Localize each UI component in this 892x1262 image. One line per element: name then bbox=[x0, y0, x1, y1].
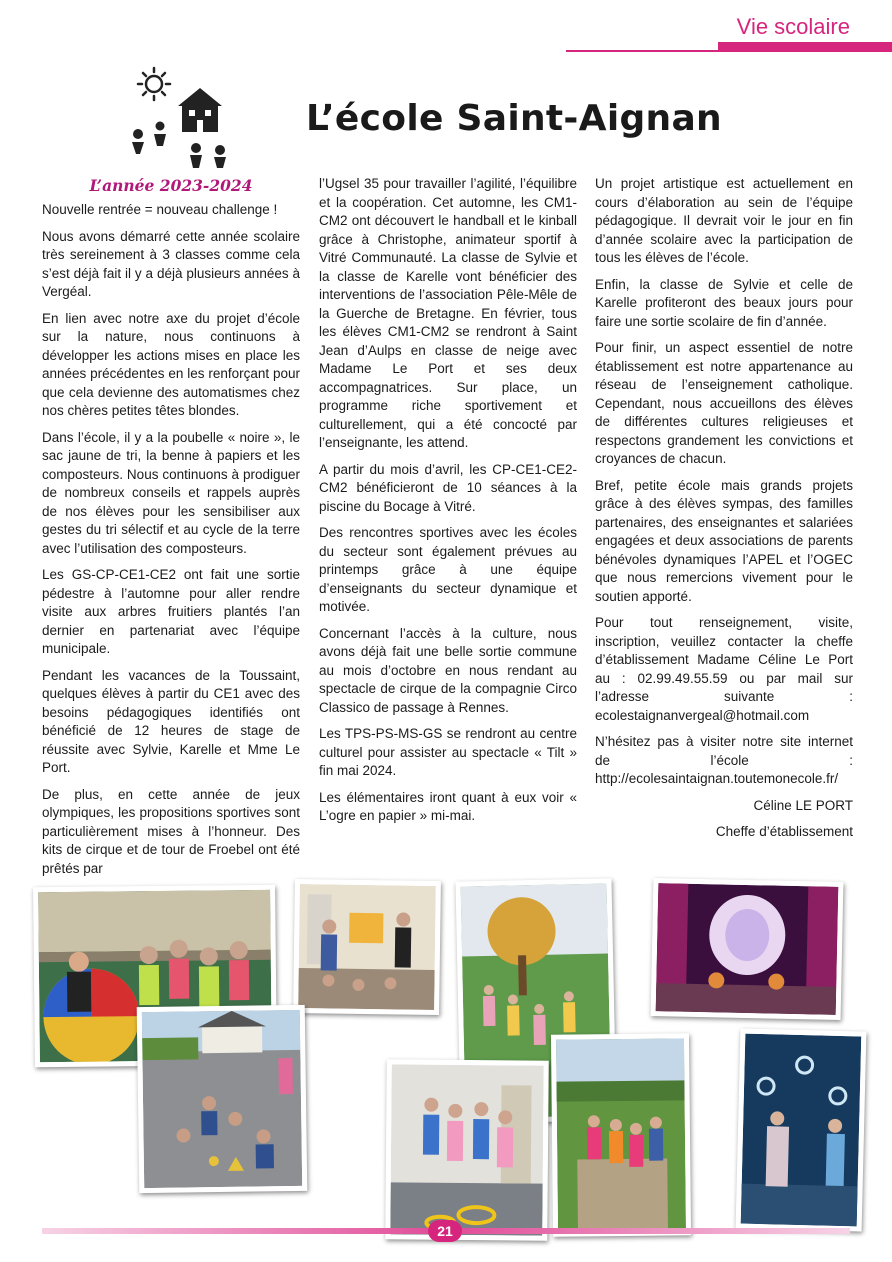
paragraph: Des rencontres sportives avec les écoles du secteur sont également prévues au printemps grâce à une équipe d’enseignants du secteur dynamique et motivée. bbox=[319, 525, 577, 614]
hall-hoops-photo bbox=[385, 1059, 549, 1240]
article-column-1 bbox=[42, 201, 300, 886]
paragraph: Dans l’école, il y a la poubelle « noire », le sac jaune de tri, la benne à papiers et les composteurs. Nous continuons à prodiguer de nombreux conseils et rappels auprès de nos élèves pour les sensibiliser aux gestes du tri sélectif et au cycle de la terre avec l’utilisation des composteurs. bbox=[42, 429, 300, 556]
paragraph: l’Ugsel 35 pour travailler l’agilité, l’équilibre et la coopération. Cet automne, les CM1-CM2 ont découvert le handball et le kinball grâce à Christophe, animateur sportif à Vitré Communauté. La classe de Sylvie et la classe de Karelle vont bénéficier des interventions de l’association Pêle-Mêle de la Guerche de Bretagne. En février, tous les élèves CM1-CM2 se rendront à Saint Jean d’Aulps en classe de neige avec Madame Le Port et ses deux accompagnatrices. Sur place, un programme riche sportivement et culturellement, qui a été concocté par l’enseignante, les attend. bbox=[319, 176, 577, 450]
paragraph: Les TPS-PS-MS-GS se rendront au centre culturel pour assister au spectacle « Tilt » fin mai 2024. bbox=[319, 726, 577, 778]
section-rule bbox=[566, 50, 892, 52]
paragraph: Nous avons démarré cette année scolaire très sereinement à 3 classes comme cela s’est déjà fait il y a déjà plusieurs années à Vergéal. bbox=[42, 228, 300, 299]
paragraph: Pour finir, un aspect essentiel de notre établissement est notre appartenance au réseau de l’enseignement catholique. Cependant, nous accueillons des élèves de différentes cultures religieuses et respectons grandement les convictions et croyances de chacun. bbox=[595, 340, 853, 466]
theatre-stage-photo bbox=[651, 878, 844, 1020]
classroom-show-photo bbox=[293, 879, 441, 1015]
circus-performer-photo bbox=[736, 1028, 867, 1231]
playground-circus-kit-photo bbox=[137, 1005, 308, 1193]
year-heading: L’année 2023-2024 bbox=[89, 176, 253, 195]
paragraph: De plus, en cette année de jeux olympiques, les propositions sportives sont particulièrement mises à l’honneur. Des kits de cirque et de tour de Froebel ont été prêtés par bbox=[42, 786, 300, 876]
nature-walk-photo bbox=[551, 1033, 691, 1236]
article-column-3 bbox=[595, 175, 853, 850]
section-accent-box bbox=[718, 42, 892, 50]
paragraph: Pour tout renseignement, visite, inscription, veuillez contacter la cheffe d’établissement Madame Céline Le Port au : 02.99.49.55.59 ou par mail sur l’adresse suivante : ecolestaignanvergeal@hotmail.com bbox=[595, 615, 853, 723]
paragraph: Bref, petite école mais grands projets grâce à des élèves sympas, des familles partenaires, des enseignantes et salariées engagées et deux associations de parents bénévoles dynamiques l’APEL et l’OGEC que nous remercions vivement pour le soutien apporté. bbox=[595, 477, 853, 604]
paragraph: Concernant l’accès à la culture, nous avons déjà fait une belle sortie commune au mois d’octobre en nous rendant au spectacle de cirque de la compagnie Circo Classico de passage à Rennes. bbox=[319, 625, 577, 715]
article-column-2 bbox=[319, 175, 577, 834]
paragraph: Pendant les vacances de la Toussaint, quelques élèves à partir du CE1 avec des besoins pédagogiques identifiés ont bénéficié de 12 heures de stage de réussite avec Sylvie, Karelle et Mme Le Port. bbox=[42, 667, 300, 775]
paragraph: Enfin, la classe de Sylvie et celle de Karelle profiteront des beaux jours pour faire une sortie scolaire de fin d’année. bbox=[595, 276, 853, 329]
school-house-with-children-icon bbox=[126, 62, 236, 172]
paragraph: Les élémentaires iront quant à eux voir « L’ogre en papier » mi-mai. bbox=[319, 789, 577, 823]
section-label: Vie scolaire bbox=[736, 14, 850, 39]
signature-name: Céline LE PORT bbox=[753, 797, 853, 813]
paragraph: Nouvelle rentrée = nouveau challenge ! bbox=[42, 202, 278, 217]
paragraph: Un projet artistique est actuellement en cours d’élaboration au sein de l’équipe pédagogique. Il devrait voir le jour en fin d’année scolaire avec la participation de tous les élèves de l’école. bbox=[595, 176, 853, 265]
page-number: 21 bbox=[428, 1220, 462, 1242]
paragraph: A partir du mois d’avril, les CP-CE1-CE2-CM2 bénéficieront de 10 séances à la piscine du Bocage à Vitré. bbox=[319, 461, 577, 514]
paragraph: Les GS-CP-CE1-CE2 ont fait une sortie pédestre à l’automne pour aller rendre visite aux arbres fruitiers plantés l’an dernier en partenariat avec l’équipe municipale. bbox=[42, 567, 300, 656]
page-title: L’école Saint-Aignan bbox=[306, 98, 722, 139]
signature-role: Cheffe d’établissement bbox=[715, 824, 853, 839]
paragraph: En lien avec notre axe du projet d’école sur la nature, nous continuons à développer les actions mises en place les années précédentes en les renforçant pour que cela devienne des automatismes chez nos chères petites têtes blondes. bbox=[42, 310, 300, 418]
paragraph: N’hésitez pas à visiter notre site internet de l’école : http://ecolesaintaignan.toutemonecole.fr/ bbox=[595, 734, 853, 786]
